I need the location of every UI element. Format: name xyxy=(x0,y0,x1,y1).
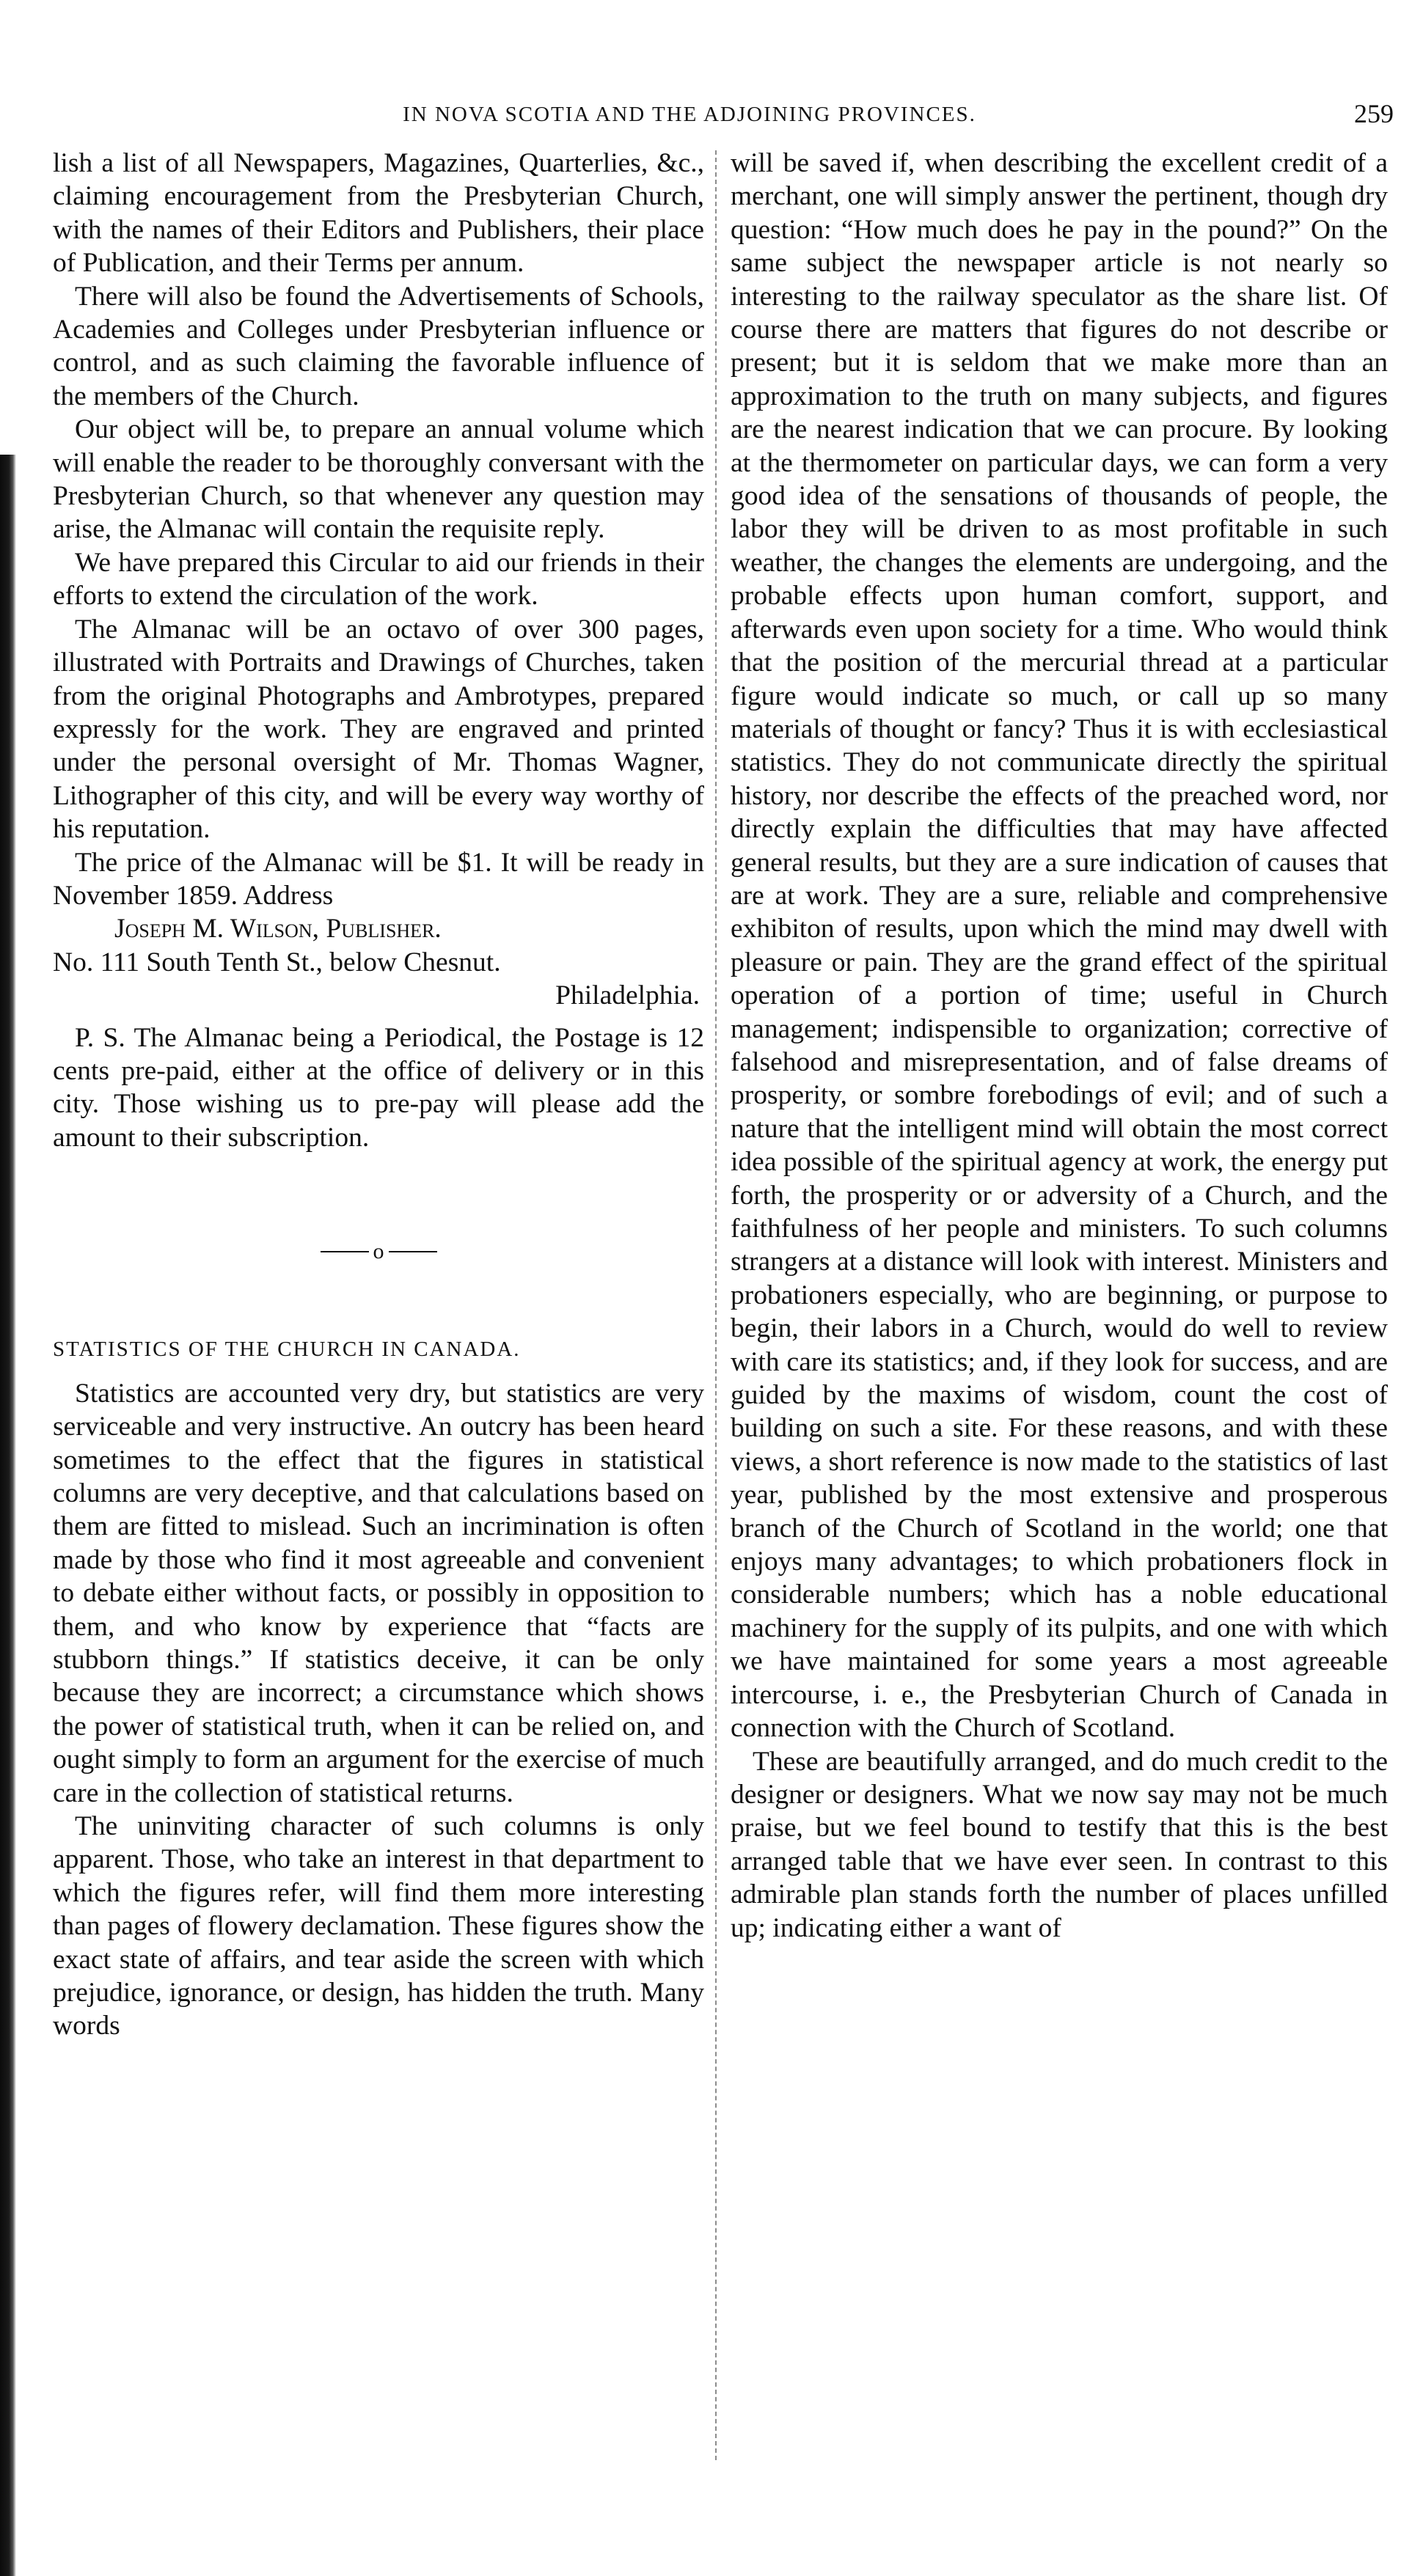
column-divider xyxy=(715,150,717,2460)
paragraph: There will also be found the Advertisements of Schools, Academies and Colleges under Presbyterian influence or control, and as such claiming the favorable influence of the members of the Church. xyxy=(53,281,704,411)
page-number: 259 xyxy=(1354,99,1394,128)
publisher-city: Philadelphia. xyxy=(555,980,700,1011)
paragraph: Our object will be, to prepare an annual volume which will enable the reader to be thoroughly conversant with the Presbyterian Church, so that whenever any question may arise, the Almanac will contain the requisite reply. xyxy=(53,414,704,545)
separator-rule-left xyxy=(321,1251,369,1252)
paragraph: The Almanac will be an octavo of over 300 pages, illustrated with Portraits and Drawings of Churches, taken from the original Photographs and Ambrotypes, prepared expressly for the work. They are engraved and printed under the personal oversight of Mr. Thomas Wagner, Lithographer of this city, and will be every way worthy of his reputation. xyxy=(53,614,704,845)
paragraph: These are beautifully arranged, and do much credit to the designer or designers. What we now say may not be much praise, but we feel bound to testify that this is the best arranged table that we have ever seen. In contrast to this admirable plan stands forth the number of places unfilled up; indicating either a want of xyxy=(731,1746,1388,1943)
paragraph: will be saved if, when describing the excellent credit of a merchant, one will simply answer the pertinent, though dry question: “How much does he pay in the pound?” On the same subject the newspaper article is not nearly so interesting to the railway speculator as the share list. Of course there are matters that figures do not describe or present; but it is seldom that we make more than an approximation to the truth on many subjects, and figures are the nearest indication that we can procure. By looking at the thermometer on particular days, we can form a very good idea of the sensations of thousands of people, the labor they will be driven to as most profitable in such weather, the changes the elements are undergoing, and the probable effects upon human comfort, support, and afterwards even upon society for a time. Who would think that the position of the mercurial thread at a particular figure would indicate so much, or call up so many materials of thought or fancy? Thus it is with ecclesiastical statistics. They do not communicate directly the spiritual history, nor describe the effects of the preached word, nor directly explain the difficulties that may have affected general results, but they are a sure indication of causes that are at work. They are a sure, reliable and comprehensive exhibiton of results, upon which the mind may dwell with pleasure or pain. They are the grand effect of the spiritual operation of a portion of time; useful in Church management; indispensible to organization; corrective of falsehood and misrepresentation, and of false dreams of prosperity, or sombre forebodings of evil; and of such a nature that the intelligent mind will obtain the most correct idea possible of the spiritual agency at work, the energy put forth, the prosperity or or adversity of a Church, and the faithfulness of her people and ministers. To such columns strangers at a distance will look with interest. Ministers and probationers especially, who are beginning, or purpose to begin, their labors in a Church, would do well to review with care its statistics; and, if they look for success, and are guided by the maxims of wisdom, count the cost of building on such a site. For these reasons, and with these views, a short reference is now made to the statistics of last year, published by the most extensive and prosperous branch of the Church of Scotland in the world; one that enjoys many advantages; to which probationers flock in considerable numbers; which has a noble educational machinery for the supply of its pulpits, and one with which we have maintained for some years a most agreeable intercourse, i. e., the Presbyterian Church of Canada in connection with the Church of Scotland. xyxy=(731,148,1388,1744)
right-column xyxy=(731,147,1388,1945)
separator-ornament: o xyxy=(373,1239,384,1264)
postscript: P. S. The Almanac being a Periodical, the Postage is 12 cents pre-paid, either at the office of delivery or in this city. Those wishing us to pre-pay will please add the amount to their subscription. xyxy=(53,1022,704,1153)
left-column xyxy=(53,147,704,2043)
section-title: STATISTICS OF THE CHURCH IN CANADA. xyxy=(53,1337,521,1362)
paragraph: We have prepared this Circular to aid our friends in their efforts to extend the circulation of the work. xyxy=(53,547,704,612)
paragraph: Statistics are accounted very dry, but statistics are very serviceable and very instructive. An outcry has been heard sometimes to the effect that the figures in statistical columns are very deceptive, and that calculations based on them are fitted to mislead. Such an incrimination is often made by those who find it most agreeable and convenient to debate either without facts, or possibly in opposition to them, and who know by experience that “facts are stubborn things.” If statistics deceive, it can be only because they are incorrect; a circumstance which shows the power of statistical truth, when it can be relied on, and ought simply to form an argument for the exercise of much care in the collection of statistical returns. xyxy=(53,1378,704,1808)
running-head: IN NOVA SCOTIA AND THE ADJOINING PROVINCES. xyxy=(403,103,976,126)
separator-rule-right xyxy=(389,1251,437,1252)
publisher-signature: Joseph M. Wilson, Publisher. xyxy=(114,914,442,944)
paragraph: lish a list of all Newspapers, Magazines, Quarterlies, &c., claiming encouragement from the Presbyterian Church, with the names of their Editors and Publishers, their place of Publication, and their Terms per annum. xyxy=(53,148,704,279)
binding-edge-shadow xyxy=(0,455,16,2576)
section-separator xyxy=(53,1239,704,1263)
paragraph: The uninviting character of such columns is only apparent. Those, who take an interest in that department to which the figures refer, will find them more interesting than pages of flowery declamation. These figures show the exact state of affairs, and tear aside the screen with which prejudice, ignorance, or design, has hidden the truth. Many words xyxy=(53,1810,704,2041)
publisher-address: No. 111 South Tenth St., below Chesnut. xyxy=(53,947,501,977)
paragraph: The price of the Almanac will be $1. It will be ready in November 1859. Address xyxy=(53,847,704,911)
